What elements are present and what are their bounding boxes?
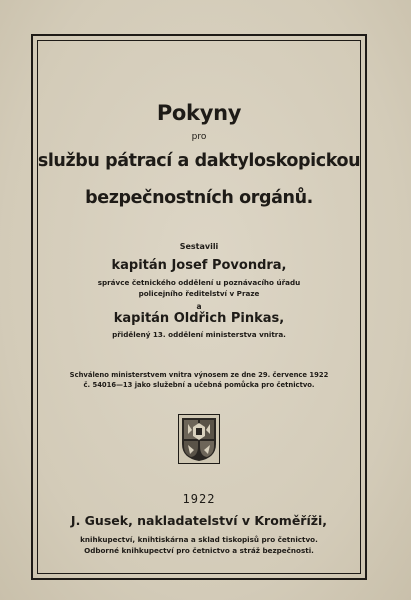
approval-line-1: Schváleno ministerstvem vnitra výnosem ze dne 29. července 1922 <box>69 371 329 379</box>
publisher-line-1: knihkupectví, knihtiskárna a sklad tiskopisů pro četnictvo. <box>80 535 318 544</box>
author-1-role-line-1: správce četnického oddělení u poznávacího úřadu <box>97 278 301 287</box>
publisher-name: J. Gusek, nakladatelství v Kroměříži, <box>70 513 328 528</box>
author-conjunction: a <box>196 302 202 311</box>
author-2-role-line-1: přidělený 13. oddělení ministerstva vnitra. <box>112 330 286 339</box>
subtitle-line-2: bezpečnostních orgánů. <box>85 188 313 208</box>
title-connector: pro <box>191 132 207 142</box>
author-1-name: kapitán Josef Povondra, <box>111 258 287 273</box>
title-page-content <box>37 40 361 574</box>
compiled-by-label: Sestavili <box>179 242 219 251</box>
subtitle-line-1: službu pátrací a daktyloskopickou <box>37 151 361 171</box>
publication-year: 1922 <box>182 492 216 506</box>
czechoslovak-coat-of-arms-icon <box>178 414 220 464</box>
publisher-line-2: Odborné knihkupectví pro četnictvo a stráž bezpečnosti. <box>84 546 314 555</box>
book-title: Pokyny <box>156 101 242 125</box>
author-2-name: kapitán Oldřich Pinkas, <box>113 311 285 326</box>
author-1-role-line-2: policejního ředitelství v Praze <box>138 289 260 298</box>
approval-line-2: č. 54016—13 jako služební a učebná pomůcka pro četnictvo. <box>83 381 315 389</box>
